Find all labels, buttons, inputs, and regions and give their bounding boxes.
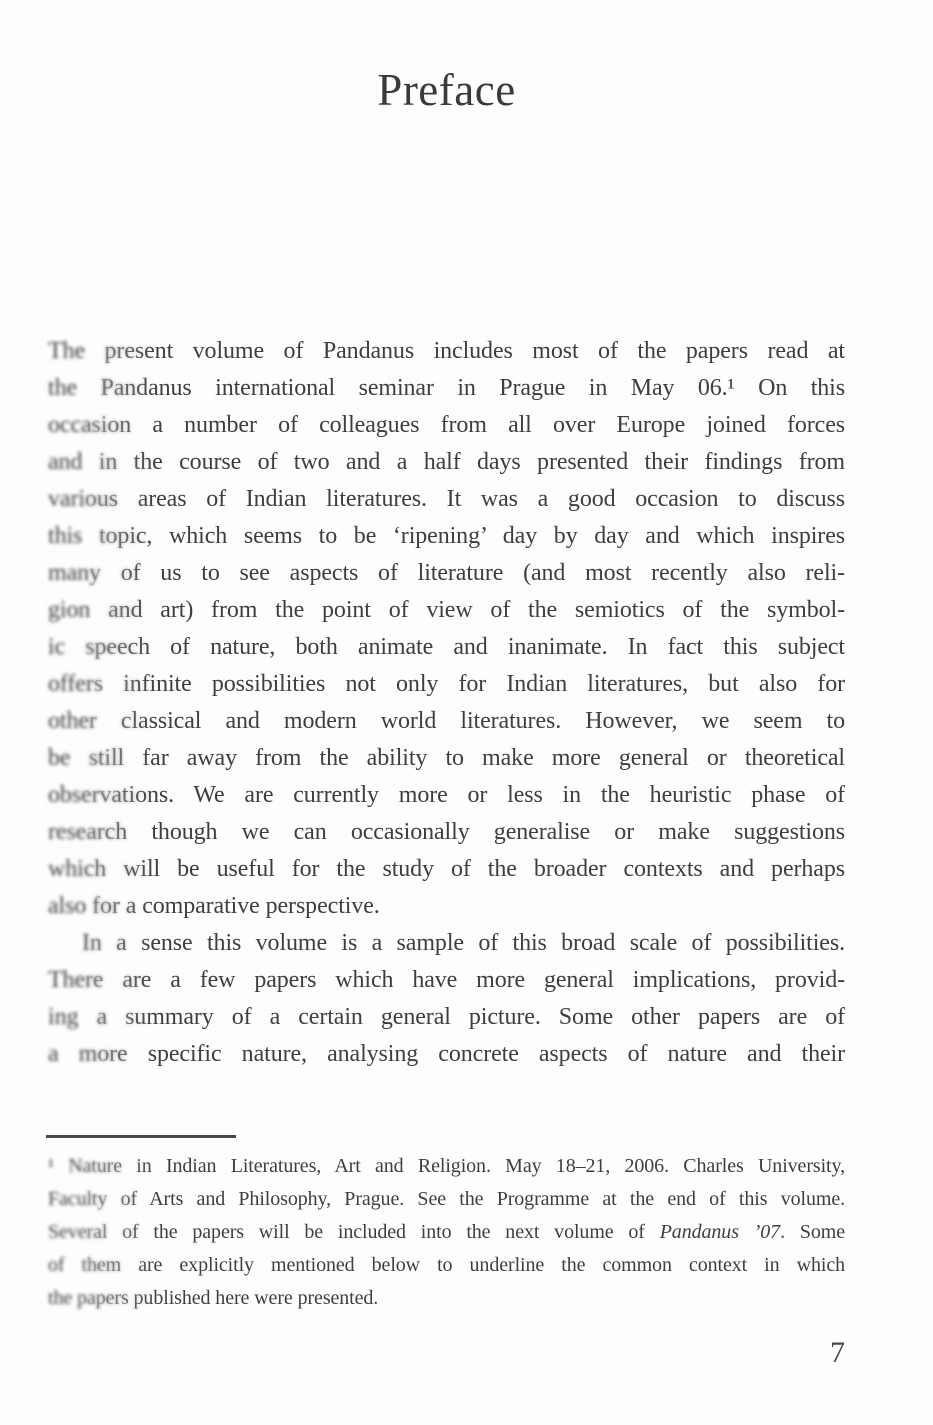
- footnote-line: ¹ Nature in Indian Literatures, Art and Religion. May 18–21, 2006. Charles University,: [48, 1155, 845, 1177]
- footnote: [48, 1150, 845, 1315]
- text-line: ic speech of nature, both animate and inanimate. In fact this subject: [48, 634, 845, 660]
- text-line: gion and art) from the point of view of the semiotics of the symbol-: [48, 597, 845, 623]
- text-line: research though we can occasionally generalise or make suggestions: [48, 819, 845, 845]
- text-line: and in the course of two and a half days presented their findings from: [48, 449, 845, 475]
- footnote-text: . Some: [780, 1221, 845, 1243]
- page-title: Preface: [377, 65, 516, 115]
- text-line: this topic, which seems to be ‘ripening’ day by day and which inspires: [48, 523, 845, 549]
- text-line: many of us to see aspects of literature (and most recently also reli-: [48, 560, 845, 586]
- text-line: which will be useful for the study of the broader contexts and perhaps: [48, 856, 845, 882]
- footnote-separator-rule: [46, 1135, 236, 1138]
- text-line: a more specific nature, analysing concrete aspects of nature and their: [48, 1041, 845, 1067]
- text-line: The present volume of Pandanus includes most of the papers read at: [48, 338, 845, 364]
- footnote-line: [48, 1216, 845, 1249]
- footnote-line: of them are explicitly mentioned below to underline the common context in which: [48, 1254, 845, 1276]
- text-line: offers infinite possibilities not only for Indian literatures, but also for: [48, 671, 845, 697]
- text-line: There are a few papers which have more general implications, provid-: [48, 967, 845, 993]
- footnote-line: the papers published here were presented.: [48, 1287, 379, 1309]
- paragraph: [48, 925, 845, 1073]
- body-text: [48, 333, 845, 1073]
- text-line: the Pandanus international seminar in Prague in May 06.¹ On this: [48, 375, 845, 401]
- footnote-line: Faculty of Arts and Philosophy, Prague. See the Programme at the end of this volume.: [48, 1188, 845, 1210]
- paragraph: [48, 333, 845, 925]
- text-line: occasion a number of colleagues from all over Europe joined forces: [48, 412, 845, 438]
- text-line: various areas of Indian literatures. It was a good occasion to discuss: [48, 486, 845, 512]
- footnote-text: Several of the papers will be included into the next volume of: [48, 1221, 660, 1243]
- text-line: other classical and modern world literatures. However, we seem to: [48, 708, 845, 734]
- page-number: 7: [830, 1336, 845, 1369]
- text-line: also for a comparative perspective.: [48, 893, 380, 919]
- text-line: In a sense this volume is a sample of this broad scale of possibilities.: [82, 930, 845, 956]
- text-line: ing a summary of a certain general picture. Some other papers are of: [48, 1004, 845, 1030]
- text-line: be still far away from the ability to make more general or theoretical: [48, 745, 845, 771]
- book-title-italic: Pandanus ’07: [659, 1221, 781, 1243]
- text-line: observations. We are currently more or less in the heuristic phase of: [48, 782, 845, 808]
